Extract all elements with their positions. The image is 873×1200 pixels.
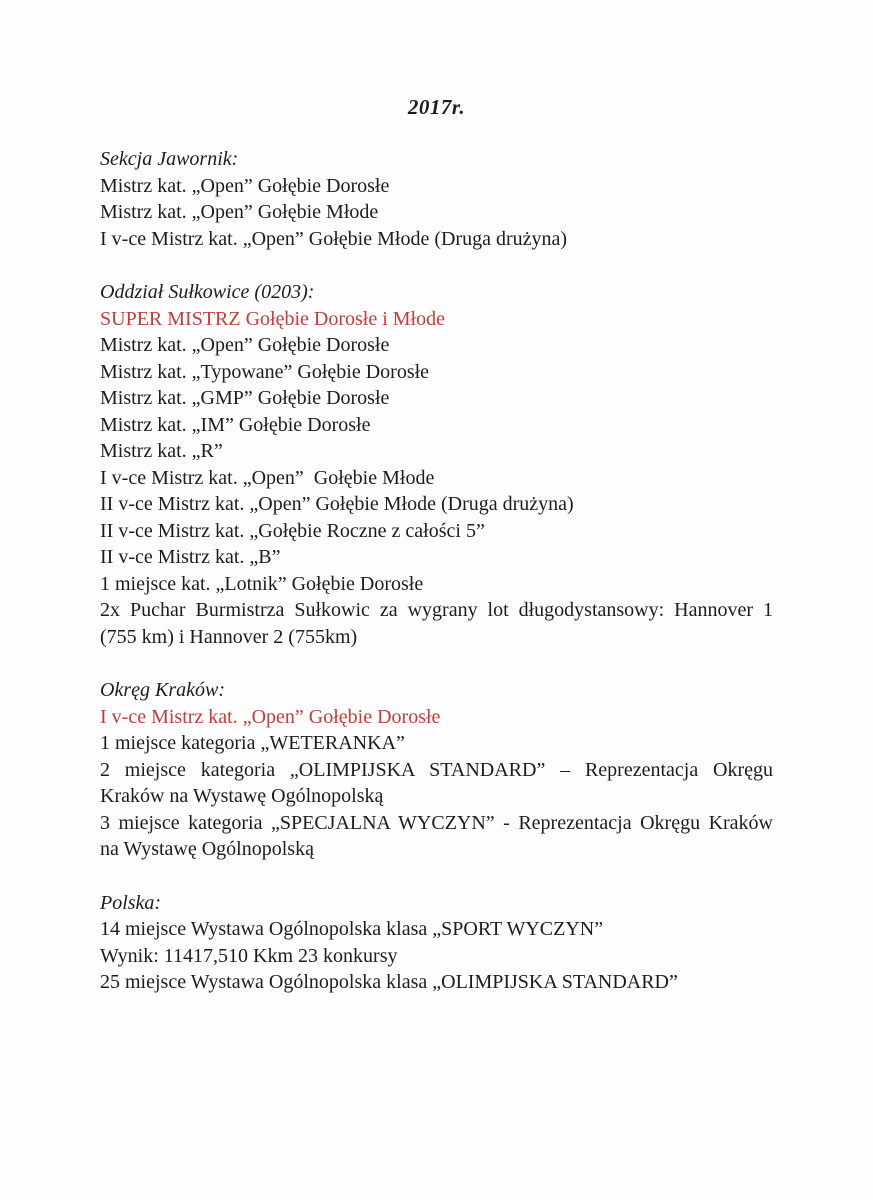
section-polska bbox=[100, 890, 773, 996]
section-oddzial-sulkowice bbox=[100, 279, 773, 650]
achievement-line: Wynik: 11417,510 Kkm 23 konkursy bbox=[100, 944, 398, 967]
achievement-line: Mistrz kat. „Typowane” Gołębie Dorosłe bbox=[100, 360, 430, 383]
achievement-line: I v-ce Mistrz kat. „Open” Gołębie Młode bbox=[100, 466, 435, 489]
achievement-line: I v-ce Mistrz kat. „Open” Gołębie Młode (Druga drużyna) bbox=[100, 227, 568, 250]
achievement-line: Mistrz kat. „Open” Gołębie Dorosłe bbox=[100, 334, 390, 356]
achievement-line: 3 miejsce kategoria „SPECJALNA WYCZYN” - Reprezentacja Okręgu Kraków bbox=[100, 811, 773, 834]
achievement-line-highlight: SUPER MISTRZ Gołębie Dorosłe i Młode bbox=[100, 307, 445, 330]
achievement-line: Mistrz kat. „R” bbox=[100, 440, 223, 462]
achievement-line: na Wystawę Ogólnopolską bbox=[100, 838, 314, 860]
achievement-line: 2 miejsce kategoria „OLIMPIJSKA STANDARD” – Reprezentacja Okręgu bbox=[100, 758, 773, 781]
section-sekcja-jawornik bbox=[100, 146, 773, 252]
achievement-line-highlight: I v-ce Mistrz kat. „Open” Gołębie Dorosłe bbox=[100, 705, 441, 728]
achievement-line: 1 miejsce kat. „Lotnik” Gołębie Dorosłe bbox=[100, 572, 424, 595]
section-heading: Polska: bbox=[100, 891, 162, 914]
section-okreg-krakow bbox=[100, 677, 773, 863]
page-title: 2017r. bbox=[407, 95, 466, 119]
achievement-line: 25 miejsce Wystawa Ogólnopolska klasa „OLIMPIJSKA STANDARD” bbox=[100, 971, 678, 993]
section-heading: Sekcja Jawornik: bbox=[100, 148, 239, 170]
achievement-line: 2x Puchar Burmistrza Sułkowic za wygrany lot długodystansowy: Hannover 1 bbox=[100, 599, 773, 621]
achievement-line: II v-ce Mistrz kat. „Gołębie Roczne z całości 5” bbox=[100, 519, 485, 542]
achievement-line: Mistrz kat. „IM” Gołębie Dorosłe bbox=[100, 413, 371, 436]
achievement-line: II v-ce Mistrz kat. „Open” Gołębie Młode (Druga drużyna) bbox=[100, 493, 574, 515]
achievement-line: Kraków na Wystawę Ogólnopolską bbox=[100, 785, 384, 807]
section-heading: Okręg Kraków: bbox=[100, 679, 225, 701]
achievement-line: Mistrz kat. „Open” Gołębie Dorosłe bbox=[100, 174, 390, 197]
achievement-line: II v-ce Mistrz kat. „B” bbox=[100, 546, 281, 568]
achievement-line: (755 km) i Hannover 2 (755km) bbox=[100, 625, 358, 648]
achievement-line: Mistrz kat. „Open” Gołębie Młode bbox=[100, 201, 379, 223]
section-heading: Oddział Sułkowice (0203): bbox=[100, 281, 315, 303]
achievement-line: 1 miejsce kategoria „WETERANKA” bbox=[100, 732, 405, 754]
achievement-line: 14 miejsce Wystawa Ogólnopolska klasa „SPORT WYCZYN” bbox=[100, 918, 604, 940]
achievement-line: Mistrz kat. „GMP” Gołębie Dorosłe bbox=[100, 387, 390, 409]
